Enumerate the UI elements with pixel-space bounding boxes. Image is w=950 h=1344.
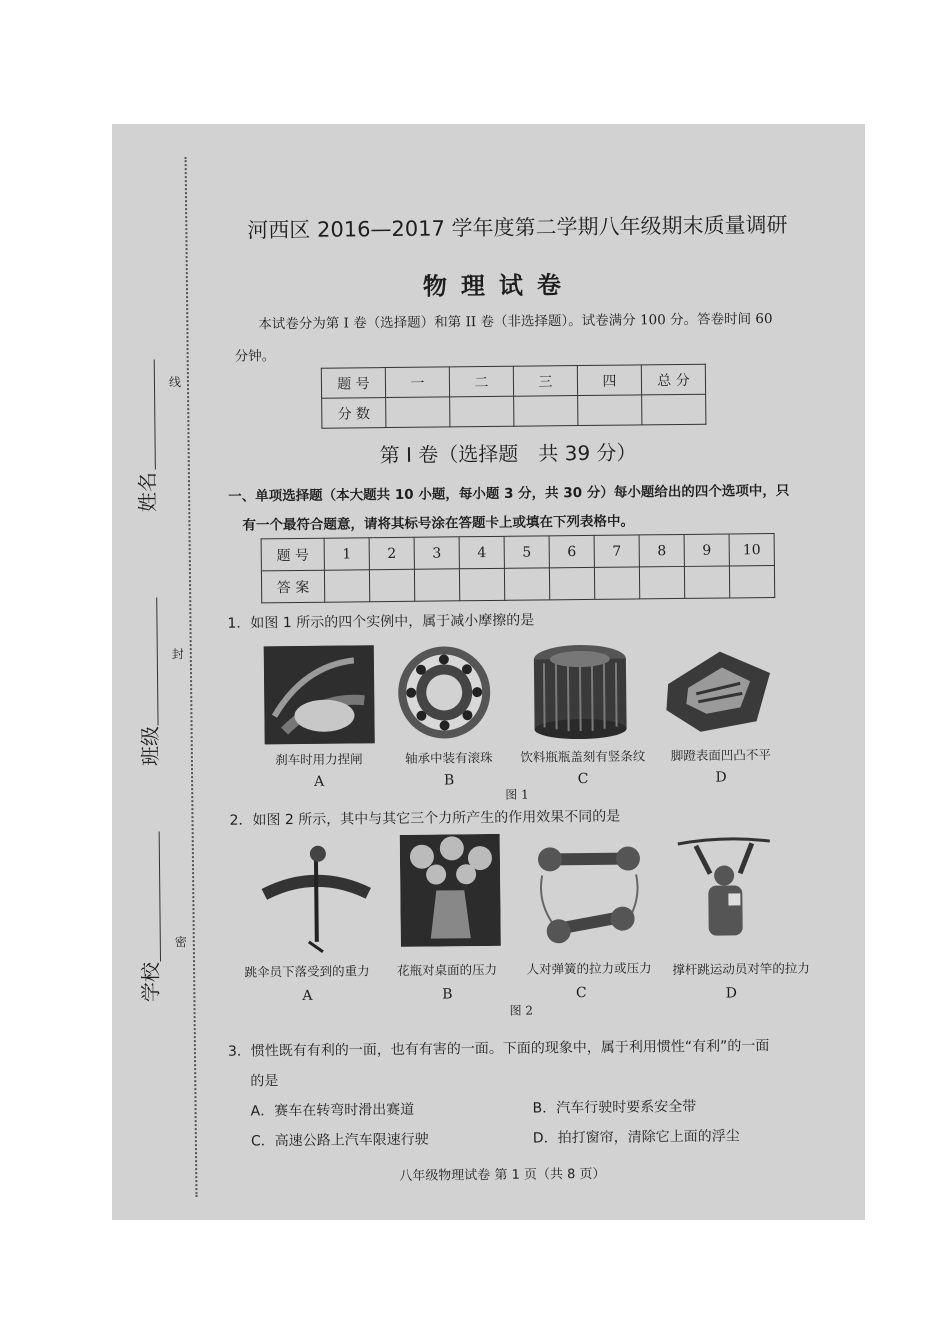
answer-table: [261, 533, 776, 603]
bearing-image: [392, 642, 497, 743]
score-header-cell: 四: [577, 365, 641, 396]
answer-number: 10: [729, 534, 774, 566]
class-underline: [156, 597, 158, 725]
instructions: [228, 477, 819, 541]
score-table: [321, 364, 707, 429]
bottle-cap-image: [530, 641, 631, 742]
q1-letter-c: C: [577, 770, 589, 788]
brake-image: [264, 645, 375, 744]
answer-number: 4: [459, 536, 504, 568]
pedal-image: [660, 643, 777, 736]
answer-number: 2: [369, 537, 414, 569]
answer-cell: [459, 568, 504, 600]
answer-cell: [504, 568, 549, 600]
answer-number: 3: [414, 537, 459, 569]
school-underline: [159, 831, 161, 961]
q1-caption-a: 刹车时用力捏闸: [275, 751, 363, 768]
answer-number: 9: [684, 534, 729, 566]
score-cell: [386, 397, 450, 428]
exam-sheet: [112, 124, 865, 1220]
instructions-line-1: 一、单项选择题（本大题共 10 小题，每小题 3 分，共 30 分）每小题给出的四个选项中，只: [228, 482, 790, 505]
exam-title: 河西区 2016—2017 学年度第二学期八年级期末质量调研: [247, 212, 788, 243]
answer-cell: [324, 570, 369, 602]
score-header-cell: 一: [385, 367, 449, 398]
figure-2-label: 图 2: [509, 1003, 534, 1018]
q1-caption-b: 轴承中装有滚珠: [405, 749, 493, 766]
answer-cell: [549, 567, 594, 599]
score-row-label: 分 数: [322, 398, 386, 429]
score-cell: [642, 394, 706, 425]
answer-header-label: 题 号: [261, 538, 324, 571]
intro-text: [234, 303, 819, 373]
q2-letter-a: A: [302, 987, 313, 1004]
subject-title: 物理试卷: [422, 271, 576, 301]
answer-cell: [369, 569, 414, 601]
question-3-line-2: 的是: [250, 1073, 279, 1090]
answer-cell: [594, 567, 639, 599]
q3-option-c: C．高速公路上汽车限速行驶: [250, 1131, 429, 1150]
page-footer: 八年级物理试卷 第 1 页（共 8 页）: [399, 1166, 606, 1184]
answer-number: 6: [549, 535, 594, 567]
mark-secret: 密: [174, 935, 187, 950]
q2-letter-b: B: [442, 986, 453, 1003]
name-label: 姓名: [135, 471, 160, 513]
mark-line: 线: [168, 375, 182, 390]
q1-letter-d: D: [715, 769, 727, 786]
q1-letter-b: B: [443, 772, 455, 789]
score-cell: [450, 396, 514, 427]
vase-image: [400, 834, 501, 947]
instructions-line-2: 有一个最符合题意，请将其标号涂在答题卡上或填在下列表格中。: [242, 513, 635, 534]
score-cell: [514, 396, 578, 427]
answer-cell: [684, 566, 729, 598]
section-title: 第 I 卷（选择题 共 39 分）: [379, 440, 637, 468]
score-header-cell: 题 号: [321, 368, 385, 399]
figure-1-label: 图 1: [505, 787, 529, 802]
mark-seal: 封: [171, 647, 184, 662]
q3-option-a: A．赛车在转弯时滑出赛道: [250, 1101, 415, 1120]
question-2-text: 2．如图 2 所示，其中与其它三个力所产生的作用效果不同的是: [229, 808, 621, 829]
binding-dotted-line: [185, 157, 198, 1197]
answer-cell: [414, 569, 459, 601]
q3-option-d: D．拍打窗帘，清除它上面的浮尘: [532, 1128, 740, 1147]
intro-line-2: 分钟。: [234, 348, 276, 365]
name-underline: [154, 359, 156, 469]
score-header-cell: 二: [449, 366, 513, 397]
q2-caption-c: 人对弹簧的拉力或压力: [526, 960, 652, 977]
answer-cell: [729, 566, 774, 598]
score-header-cell: 三: [513, 366, 577, 397]
answer-number: 5: [504, 536, 549, 568]
question-1-text: 1．如图 1 所示的四个实例中，属于减小摩擦的是: [227, 612, 535, 632]
q2-caption-b: 花瓶对桌面的压力: [397, 961, 498, 978]
q2-caption-a: 跳伞员下落受到的重力: [244, 963, 370, 980]
score-header-cell: 总 分: [641, 364, 705, 395]
q2-letter-c: C: [575, 984, 587, 1002]
score-cell: [578, 395, 642, 426]
parachutist-image: [256, 841, 377, 956]
q2-caption-d: 撑杆跳运动员对竿的拉力: [672, 960, 810, 978]
exam-photo: [112, 124, 865, 1220]
q1-caption-d: 脚蹬表面凹凸不平: [670, 747, 771, 764]
q1-caption-c: 饮料瓶瓶盖刻有竖条纹: [520, 748, 646, 765]
answer-number: 1: [324, 538, 369, 570]
answer-number: 7: [594, 535, 639, 567]
answer-cell: [639, 566, 684, 598]
q1-letter-a: A: [313, 773, 325, 790]
school-label: 学校: [138, 961, 163, 1003]
answer-row-label: 答 案: [261, 570, 324, 603]
class-label: 班级: [138, 725, 163, 767]
answer-number: 8: [639, 534, 684, 566]
pole-vault-image: [674, 833, 775, 950]
question-3-line-1: 3．惯性既有有利的一面，也有有害的一面。下面的现象中，属于利用惯性“有利”的一面: [227, 1038, 770, 1060]
spring-image: [532, 834, 647, 947]
q3-option-b: B．汽车行驶时要系安全带: [532, 1098, 697, 1117]
q2-letter-d: D: [725, 985, 738, 1002]
intro-line-1: 本试卷分为第 I 卷（选择题）和第 II 卷（非选择题）。试卷满分 100 分。答卷时间 60: [258, 311, 773, 333]
